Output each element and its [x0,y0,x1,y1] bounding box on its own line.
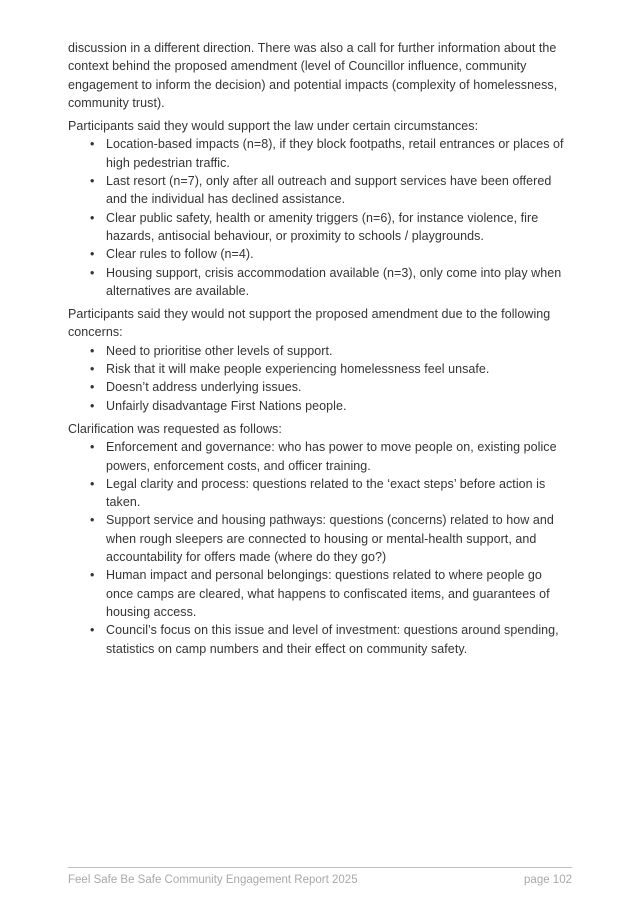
section-not-support-concerns [68,305,572,415]
list-item: • Doesn’t address underlying issues. [68,378,572,396]
list-item: • Clear rules to follow (n=4). [68,245,572,263]
list-item: • Unfairly disadvantage First Nations people. [68,397,572,415]
section-lead: Participants said they would not support the proposed amendment due to the following concerns: [68,307,551,340]
list-item: • Human impact and personal belongings: questions related to where people go once camps are cleared, what happens to confiscated items, and guarantees of housing access. [68,566,572,621]
bullet-list [68,438,572,658]
footer-report-title: Feel Safe Be Safe Community Engagement Report 2025 [68,874,358,886]
list-item: • Housing support, crisis accommodation available (n=3), only come into play when alternatives are available. [68,264,572,301]
section-support-circumstances [68,117,572,300]
list-item: • Location-based impacts (n=8), if they block footpaths, retail entrances or places of high pedestrian traffic. [68,135,572,172]
list-item: • Legal clarity and process: questions related to the ‘exact steps’ before action is taken. [68,475,572,512]
page-footer [68,867,572,887]
list-item: • Risk that it will make people experiencing homelessness feel unsafe. [68,360,572,378]
list-item: • Support service and housing pathways: questions (concerns) related to how and when rough sleepers are connected to housing or mental-health support, and accountability for offers made (where do they go?) [68,511,572,566]
list-item: • Council’s focus on this issue and level of investment: questions around spending, statistics on camp numbers and their effect on community safety. [68,621,572,658]
footer-page-number: page 102 [524,874,572,886]
bullet-list [68,135,572,300]
list-item: • Last resort (n=7), only after all outreach and support services have been offered and the individual has declined assistance. [68,172,572,209]
list-item: • Clear public safety, health or amenity triggers (n=6), for instance violence, fire hazards, antisocial behaviour, or proximity to schools / playgrounds. [68,209,572,246]
page-content [68,0,572,663]
bullet-list [68,342,572,415]
section-lead: Clarification was requested as follows: [68,421,282,436]
list-item: • Need to prioritise other levels of support. [68,342,572,360]
section-lead: Participants said they would support the law under certain circumstances: [68,119,479,134]
section-clarification-requested [68,420,572,658]
intro-paragraph: discussion in a different direction. There was also a call for further information about the context behind the proposed amendment (level of Councillor influence, community engagement to inform the decision) and potential impacts (complexity of homelessness, community trust). [68,41,558,110]
list-item: • Enforcement and governance: who has power to move people on, existing police powers, enforcement costs, and officer training. [68,438,572,475]
